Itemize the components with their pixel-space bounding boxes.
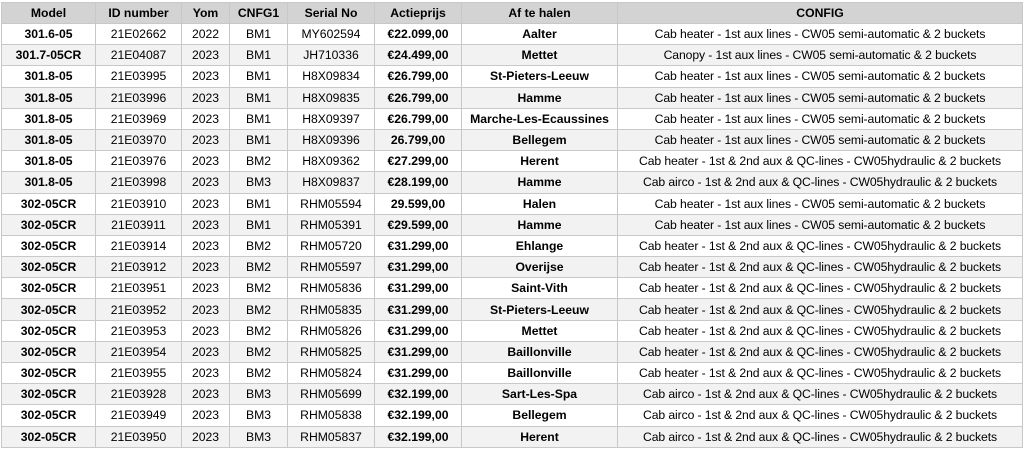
id-number-cell: 21E03976 — [96, 151, 182, 172]
id-number-cell: 21E03951 — [96, 278, 182, 299]
serial-no-cell: RHM05720 — [288, 235, 375, 256]
id-number-cell: 21E03911 — [96, 214, 182, 235]
id-number-cell: 21E03995 — [96, 66, 182, 87]
config-cell: Cab heater - 1st & 2nd aux & QC-lines - CW05hydraulic & 2 buckets — [618, 235, 1023, 256]
cnfg1-cell: BM1 — [230, 193, 288, 214]
price-cell: €27.299,00 — [375, 151, 462, 172]
price-cell: €32.199,00 — [375, 384, 462, 405]
model-cell: 301.8-05 — [2, 172, 96, 193]
serial-no-cell: RHM05838 — [288, 405, 375, 426]
model-cell: 302-05CR — [2, 405, 96, 426]
id-number-cell: 21E03969 — [96, 108, 182, 129]
price-cell: €28.199,00 — [375, 172, 462, 193]
cnfg1-cell: BM1 — [230, 87, 288, 108]
table-row[interactable] — [2, 108, 1023, 129]
cnfg1-cell: BM1 — [230, 214, 288, 235]
config-cell: Cab heater - 1st aux lines - CW05 semi-automatic & 2 buckets — [618, 24, 1023, 45]
model-cell: 301.8-05 — [2, 108, 96, 129]
yom-cell: 2023 — [182, 214, 230, 235]
yom-cell: 2023 — [182, 66, 230, 87]
yom-cell: 2023 — [182, 363, 230, 384]
pickup-location-cell: Saint-Vith — [462, 278, 618, 299]
pickup-location-cell: Halen — [462, 193, 618, 214]
table-row[interactable] — [2, 363, 1023, 384]
yom-cell: 2023 — [182, 299, 230, 320]
yom-cell: 2023 — [182, 108, 230, 129]
config-cell: Canopy - 1st aux lines - CW05 semi-automatic & 2 buckets — [618, 45, 1023, 66]
model-cell: 302-05CR — [2, 257, 96, 278]
pickup-location-cell: Overijse — [462, 257, 618, 278]
config-cell: Cab airco - 1st & 2nd aux & QC-lines - CW05hydraulic & 2 buckets — [618, 384, 1023, 405]
model-cell: 302-05CR — [2, 214, 96, 235]
serial-no-cell: RHM05391 — [288, 214, 375, 235]
serial-no-cell: RHM05699 — [288, 384, 375, 405]
yom-cell: 2022 — [182, 24, 230, 45]
table-row[interactable] — [2, 257, 1023, 278]
price-cell: €31.299,00 — [375, 235, 462, 256]
serial-no-cell: H8X09835 — [288, 87, 375, 108]
serial-no-cell: RHM05597 — [288, 257, 375, 278]
id-number-cell: 21E03955 — [96, 363, 182, 384]
cnfg1-cell: BM2 — [230, 341, 288, 362]
pickup-location-cell: Herent — [462, 426, 618, 447]
yom-cell: 2023 — [182, 426, 230, 447]
column-header-cnfg1[interactable]: CNFG1 — [230, 3, 288, 24]
yom-cell: 2023 — [182, 129, 230, 150]
id-number-cell: 21E03998 — [96, 172, 182, 193]
config-cell: Cab heater - 1st & 2nd aux & QC-lines - CW05hydraulic & 2 buckets — [618, 341, 1023, 362]
serial-no-cell: H8X09362 — [288, 151, 375, 172]
table-row[interactable] — [2, 45, 1023, 66]
price-cell: €26.799,00 — [375, 108, 462, 129]
model-cell: 301.8-05 — [2, 129, 96, 150]
price-cell: €22.099,00 — [375, 24, 462, 45]
column-header-serial-no[interactable]: Serial No — [288, 3, 375, 24]
config-cell: Cab heater - 1st aux lines - CW05 semi-automatic & 2 buckets — [618, 66, 1023, 87]
serial-no-cell: MY602594 — [288, 24, 375, 45]
price-cell: €26.799,00 — [375, 87, 462, 108]
pickup-location-cell: Hamme — [462, 172, 618, 193]
config-cell: Cab heater - 1st aux lines - CW05 semi-automatic & 2 buckets — [618, 87, 1023, 108]
cnfg1-cell: BM2 — [230, 257, 288, 278]
id-number-cell: 21E03914 — [96, 235, 182, 256]
yom-cell: 2023 — [182, 193, 230, 214]
cnfg1-cell: BM1 — [230, 108, 288, 129]
pickup-location-cell: Marche-Les-Ecaussines — [462, 108, 618, 129]
serial-no-cell: RHM05835 — [288, 299, 375, 320]
price-cell: €32.199,00 — [375, 426, 462, 447]
cnfg1-cell: BM1 — [230, 66, 288, 87]
column-header-model[interactable]: Model — [2, 3, 96, 24]
config-cell: Cab airco - 1st & 2nd aux & QC-lines - CW05hydraulic & 2 buckets — [618, 426, 1023, 447]
pickup-location-cell: Hamme — [462, 214, 618, 235]
id-number-cell: 21E04087 — [96, 45, 182, 66]
table-row[interactable] — [2, 320, 1023, 341]
pickup-location-cell: Aalter — [462, 24, 618, 45]
model-cell: 302-05CR — [2, 341, 96, 362]
serial-no-cell: RHM05594 — [288, 193, 375, 214]
cnfg1-cell: BM2 — [230, 299, 288, 320]
pickup-location-cell: Ehlange — [462, 235, 618, 256]
cnfg1-cell: BM3 — [230, 405, 288, 426]
config-cell: Cab heater - 1st aux lines - CW05 semi-automatic & 2 buckets — [618, 214, 1023, 235]
cnfg1-cell: BM2 — [230, 363, 288, 384]
table-row[interactable] — [2, 87, 1023, 108]
machine-stock-table — [1, 2, 1023, 448]
table-row[interactable] — [2, 193, 1023, 214]
pickup-location-cell: Bellegem — [462, 405, 618, 426]
serial-no-cell: JH710336 — [288, 45, 375, 66]
model-cell: 302-05CR — [2, 384, 96, 405]
pickup-location-cell: St-Pieters-Leeuw — [462, 66, 618, 87]
serial-no-cell: H8X09397 — [288, 108, 375, 129]
yom-cell: 2023 — [182, 320, 230, 341]
price-cell: €31.299,00 — [375, 278, 462, 299]
id-number-cell: 21E03954 — [96, 341, 182, 362]
pickup-location-cell: Hamme — [462, 87, 618, 108]
config-cell: Cab heater - 1st & 2nd aux & QC-lines - CW05hydraulic & 2 buckets — [618, 299, 1023, 320]
id-number-cell: 21E03912 — [96, 257, 182, 278]
pickup-location-cell: Baillonville — [462, 363, 618, 384]
table-row[interactable] — [2, 384, 1023, 405]
serial-no-cell: H8X09837 — [288, 172, 375, 193]
id-number-cell: 21E03952 — [96, 299, 182, 320]
table-header-row — [2, 3, 1023, 24]
yom-cell: 2023 — [182, 87, 230, 108]
serial-no-cell: RHM05826 — [288, 320, 375, 341]
model-cell: 301.6-05 — [2, 24, 96, 45]
table-row[interactable] — [2, 235, 1023, 256]
model-cell: 302-05CR — [2, 363, 96, 384]
table-body — [2, 24, 1023, 448]
config-cell: Cab heater - 1st aux lines - CW05 semi-automatic & 2 buckets — [618, 129, 1023, 150]
id-number-cell: 21E03910 — [96, 193, 182, 214]
cnfg1-cell: BM2 — [230, 151, 288, 172]
cnfg1-cell: BM2 — [230, 320, 288, 341]
model-cell: 302-05CR — [2, 235, 96, 256]
config-cell: Cab airco - 1st & 2nd aux & QC-lines - CW05hydraulic & 2 buckets — [618, 172, 1023, 193]
pickup-location-cell: Herent — [462, 151, 618, 172]
price-cell: €26.799,00 — [375, 66, 462, 87]
yom-cell: 2023 — [182, 257, 230, 278]
pickup-location-cell: Mettet — [462, 45, 618, 66]
cnfg1-cell: BM3 — [230, 384, 288, 405]
cnfg1-cell: BM1 — [230, 24, 288, 45]
id-number-cell: 21E03970 — [96, 129, 182, 150]
yom-cell: 2023 — [182, 235, 230, 256]
yom-cell: 2023 — [182, 341, 230, 362]
table-row[interactable] — [2, 405, 1023, 426]
table-row[interactable] — [2, 24, 1023, 45]
model-cell: 301.8-05 — [2, 151, 96, 172]
table-row[interactable] — [2, 341, 1023, 362]
price-cell: €31.299,00 — [375, 299, 462, 320]
price-cell: €31.299,00 — [375, 363, 462, 384]
config-cell: Cab heater - 1st & 2nd aux & QC-lines - CW05hydraulic & 2 buckets — [618, 363, 1023, 384]
pickup-location-cell: St-Pieters-Leeuw — [462, 299, 618, 320]
model-cell: 302-05CR — [2, 320, 96, 341]
cnfg1-cell: BM2 — [230, 235, 288, 256]
cnfg1-cell: BM3 — [230, 172, 288, 193]
price-cell: 29.599,00 — [375, 193, 462, 214]
yom-cell: 2023 — [182, 45, 230, 66]
config-cell: Cab heater - 1st aux lines - CW05 semi-automatic & 2 buckets — [618, 108, 1023, 129]
yom-cell: 2023 — [182, 405, 230, 426]
price-cell: €29.599,00 — [375, 214, 462, 235]
pickup-location-cell: Sart-Les-Spa — [462, 384, 618, 405]
serial-no-cell: H8X09834 — [288, 66, 375, 87]
cnfg1-cell: BM1 — [230, 129, 288, 150]
config-cell: Cab heater - 1st & 2nd aux & QC-lines - CW05hydraulic & 2 buckets — [618, 257, 1023, 278]
serial-no-cell: H8X09396 — [288, 129, 375, 150]
table-row[interactable] — [2, 278, 1023, 299]
table-row[interactable] — [2, 426, 1023, 447]
model-cell: 302-05CR — [2, 299, 96, 320]
model-cell: 302-05CR — [2, 278, 96, 299]
column-header-actieprijs[interactable]: Actieprijs — [375, 3, 462, 24]
id-number-cell: 21E03996 — [96, 87, 182, 108]
model-cell: 301.7-05CR — [2, 45, 96, 66]
pickup-location-cell: Bellegem — [462, 129, 618, 150]
yom-cell: 2023 — [182, 278, 230, 299]
serial-no-cell: RHM05836 — [288, 278, 375, 299]
id-number-cell: 21E02662 — [96, 24, 182, 45]
table-row[interactable] — [2, 172, 1023, 193]
serial-no-cell: RHM05825 — [288, 341, 375, 362]
model-cell: 302-05CR — [2, 426, 96, 447]
cnfg1-cell: BM1 — [230, 45, 288, 66]
price-cell: €31.299,00 — [375, 341, 462, 362]
price-cell: 26.799,00 — [375, 129, 462, 150]
price-cell: €24.499,00 — [375, 45, 462, 66]
pickup-location-cell: Baillonville — [462, 341, 618, 362]
pickup-location-cell: Mettet — [462, 320, 618, 341]
config-cell: Cab heater - 1st aux lines - CW05 semi-automatic & 2 buckets — [618, 193, 1023, 214]
yom-cell: 2023 — [182, 151, 230, 172]
yom-cell: 2023 — [182, 384, 230, 405]
cnfg1-cell: BM2 — [230, 278, 288, 299]
yom-cell: 2023 — [182, 172, 230, 193]
config-cell: Cab heater - 1st & 2nd aux & QC-lines - CW05hydraulic & 2 buckets — [618, 151, 1023, 172]
table-row[interactable] — [2, 299, 1023, 320]
price-cell: €32.199,00 — [375, 405, 462, 426]
price-cell: €31.299,00 — [375, 320, 462, 341]
column-header-af-te-halen[interactable]: Af te halen — [462, 3, 618, 24]
model-cell: 302-05CR — [2, 193, 96, 214]
id-number-cell: 21E03928 — [96, 384, 182, 405]
column-header-yom[interactable]: Yom — [182, 3, 230, 24]
column-header-config[interactable]: CONFIG — [618, 3, 1023, 24]
column-header-id-number[interactable]: ID number — [96, 3, 182, 24]
config-cell: Cab heater - 1st & 2nd aux & QC-lines - CW05hydraulic & 2 buckets — [618, 320, 1023, 341]
serial-no-cell: RHM05837 — [288, 426, 375, 447]
id-number-cell: 21E03949 — [96, 405, 182, 426]
config-cell: Cab heater - 1st & 2nd aux & QC-lines - CW05hydraulic & 2 buckets — [618, 278, 1023, 299]
serial-no-cell: RHM05824 — [288, 363, 375, 384]
price-cell: €31.299,00 — [375, 257, 462, 278]
table-row[interactable] — [2, 151, 1023, 172]
model-cell: 301.8-05 — [2, 87, 96, 108]
table-row[interactable] — [2, 214, 1023, 235]
id-number-cell: 21E03953 — [96, 320, 182, 341]
model-cell: 301.8-05 — [2, 66, 96, 87]
config-cell: Cab airco - 1st & 2nd aux & QC-lines - CW05hydraulic & 2 buckets — [618, 405, 1023, 426]
table-row[interactable] — [2, 129, 1023, 150]
cnfg1-cell: BM3 — [230, 426, 288, 447]
table-row[interactable] — [2, 66, 1023, 87]
id-number-cell: 21E03950 — [96, 426, 182, 447]
